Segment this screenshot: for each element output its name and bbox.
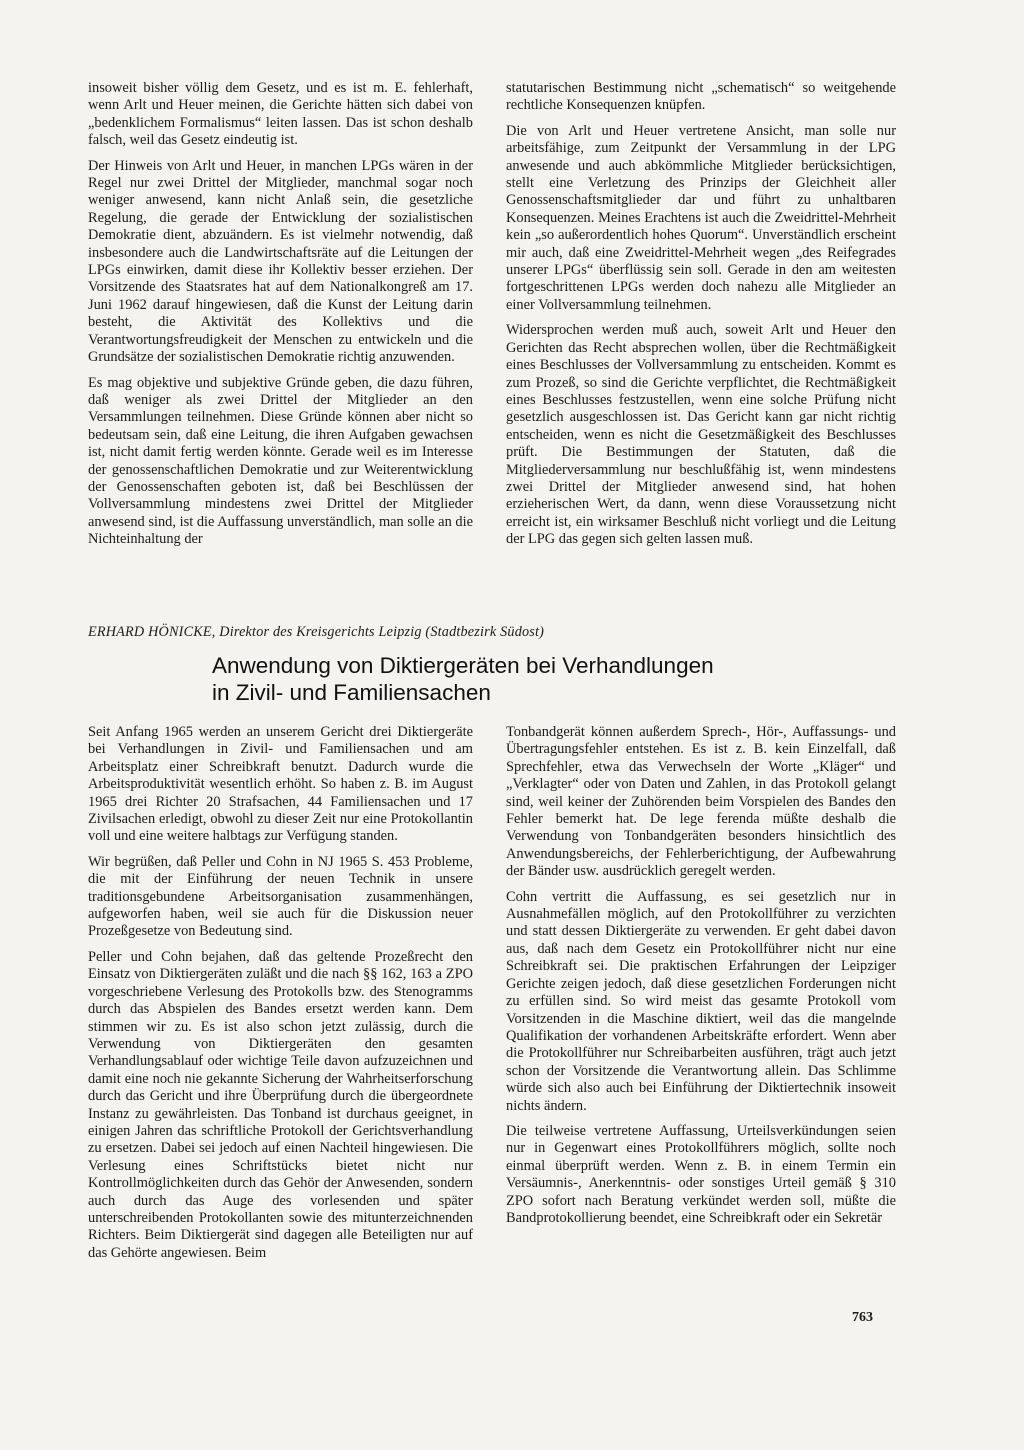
byline-role: Direktor des Kreisgerichts Leipzig (Stadtbezirk Südost) xyxy=(219,624,545,640)
continued-article-left-column xyxy=(88,80,473,557)
headline-line-2: in Zivil- und Familiensachen xyxy=(212,680,491,705)
new-article-left-column xyxy=(88,724,473,1270)
paragraph: Der Hinweis von Arlt und Heuer, in manchen LPGs wären in der Regel nur zwei Drittel der Mitglieder, manchmal sogar noch weniger anwesend, kann nicht Anlaß sein, die gesetzliche Regelung, die gerade der Entwicklung der sozialistischen Demokratie dient, abzuändern. Es ist vielmehr notwendig, daß insbesondere auch die Landwirtschaftsräte auf die Leitungen der LPGs einwirken, damit diese ihr Kollektiv besser erziehen. Der Vorsitzende des Staatsrates hat auf dem Nationalkongreß am 17. Juni 1962 darauf hingewiesen, daß die Kunst der Leitung darin besteht, die Aktivität des Kollektivs und die Verantwortungsfreudigkeit der Menschen zu entwickeln und die Grundsätze der sozialistischen Demokratie richtig anzuwenden. xyxy=(88,157,473,366)
paragraph: statutarischen Bestimmung nicht „schematisch“ so weitgehende rechtliche Konsequenzen knüpfen. xyxy=(506,80,896,114)
paragraph: Seit Anfang 1965 werden an unserem Gericht drei Diktiergeräte bei Verhandlungen in Zivil- und Familiensachen und am Arbeitsplatz einer Schreibkraft benutzt. Dadurch wurde die Arbeitsproduktivität wesentlich erhöht. So haben z. B. im August 1965 drei Richter 20 Strafsachen, 44 Familiensachen und 17 Zivilsachen erledigt, obwohl zu dieser Zeit nur eine Protokollantin voll und eine weitere halbtags zur Verfügung standen. xyxy=(88,724,473,845)
byline-author: ERHARD HÖNICKE, xyxy=(88,624,216,640)
continued-article-right-column xyxy=(506,80,896,557)
article-headline xyxy=(212,652,812,706)
article-byline xyxy=(88,624,908,641)
paragraph: insoweit bisher völlig dem Gesetz, und es ist m. E. fehlerhaft, wenn Arlt und Heuer meinen, die Gerichte hätten sich dabei von „bedenklichem Formalismus“ leiten lassen. Das ist schon deshalb falsch, weil das Gesetz eindeutig ist. xyxy=(88,80,473,149)
headline-line-1: Anwendung von Diktiergeräten bei Verhandlungen xyxy=(212,653,714,678)
paragraph: Es mag objektive und subjektive Gründe geben, die dazu führen, daß weniger als zwei Drittel der Mitglieder an den Versammlungen teilnehmen. Diese Gründe können aber nicht so bedeutsam sein, daß eine Leitung, die ihren Aufgaben gewachsen ist, nicht damit fertig werden könnte. Gerade weil es im Interesse der genossenschaftlichen Demokratie und zur Weiterentwicklung der Genossenschaften geboten ist, daß bei Beschlüssen der Vollversammlung mindestens zwei Drittel der Mitglieder anwesend sind, ist die Auffassung unverständlich, man solle an die Nichteinhaltung der xyxy=(88,374,473,548)
paragraph: Cohn vertritt die Auffassung, es sei gesetzlich nur in Ausnahmefällen möglich, auf den Protokollführer zu verzichten und statt dessen Diktiergeräte zu verwenden. Er geht dabei davon aus, daß nach dem Gesetz ein Protokollführer nicht nur eine Schreibkraft sei. Die praktischen Erfahrungen der Leipziger Gerichte zeigen jedoch, daß diese gesetzlichen Forderungen nicht zu erfüllen sind. So wird meist das gesamte Protokoll vom Vorsitzenden in die Maschine diktiert, weil das die mangelnde Qualifikation der vorhandenen Arbeitskräfte erfordert. Wenn aber die Protokollführer nur Schreibarbeiten ausführen, trägt auch jetzt schon der Vorsitzende die Verantwortung allein. Das Schlimme würde sich also auch bei Einführung der Diktiertechnik insoweit nichts ändern. xyxy=(506,888,896,1114)
paragraph: Die teilweise vertretene Auffassung, Urteilsverkündungen seien nur in Gegenwart eines Protokollführers möglich, sollte noch einmal überprüft werden. Wenn z. B. in einem Termin ein Versäumnis-, Anerkenntnis- oder sonstiges Urteil gemäß § 310 ZPO sofort nach Beratung verkündet werden soll, müßte die Bandprotokollierung beendet, eine Schreibkraft oder ein Sekretär xyxy=(506,1122,896,1226)
paragraph: Widersprochen werden muß auch, soweit Arlt und Heuer den Gerichten das Recht absprechen wollen, über die Rechtmäßigkeit eines Beschlusses der Vollversammlung zu entscheiden. Kommt es zum Prozeß, so sind die Gerichte verpflichtet, die Rechtmäßigkeit eines Beschlusses festzustellen, wenn eine solche Prüfung nicht gesetzlich ausgeschlossen ist. Das Gericht kann gar nicht richtig entscheiden, wenn es nicht die Gesetzmäßigkeit des Beschlusses prüft. Die Bestimmungen der Statuten, daß die Mitgliederversammlung nur beschlußfähig ist, wenn mindestens zwei Drittel der Mitglieder anwesend sind, hat hohen erzieherischen Wert, da dann, wenn diese Voraussetzung nicht erreicht ist, ein wirksamer Beschluß nicht vorliegt und die Leitung der LPG das gegen sich gelten lassen muß. xyxy=(506,322,896,548)
page-number: 763 xyxy=(852,1310,873,1325)
paragraph: Wir begrüßen, daß Peller und Cohn in NJ 1965 S. 453 Probleme, die mit der Einführung der neuen Technik in unsere traditionsgebundene Arbeitsorganisation zusammenhängen, aufgeworfen haben, weil sie auch für die Diskussion neuer Prozeßgesetze von Bedeutung sind. xyxy=(88,853,473,940)
new-article-right-column xyxy=(506,724,896,1235)
paragraph: Die von Arlt und Heuer vertretene Ansicht, man solle nur arbeitsfähige, zum Zeitpunkt der Versammlung in der LPG anwesende und auch abkömmliche Mitglieder berücksichtigen, stellt eine Verletzung des Prinzips der Gleichheit aller Genossenschaftsmitglieder dar und führt zu unhaltbaren Konsequenzen. Meines Erachtens ist auch die Zweidrittel-Mehrheit kein „so außerordentlich hohes Quorum“. Unverständlich erscheint mir auch, daß eine Zweidrittel-Mehrheit wegen „des Reifegrades unserer LPGs“ überflüssig sein soll. Gerade in den am weitesten fortgeschrittenen LPGs werden doch nahezu alle Mitglieder an einer Vollversammlung teilnehmen. xyxy=(506,122,896,313)
paragraph: Tonbandgerät können außerdem Sprech-, Hör-, Auffassungs- und Übertragungsfehler entstehen. Es ist z. B. kein Einzelfall, daß Sprechfehler, etwa das Verwechseln der Worte „Kläger“ und „Verklagter“ oder von Daten und Zahlen, in das Protokoll gelangt sind, weil keiner der Zuhörenden beim Vorspielen des Bandes den Fehler bemerkt hat. De lege ferenda müßte deshalb die Verwendung von Tonbandgeräten besonders hinsichtlich des Anwendungsbereichs, der Fehlerberichtigung, der Aufbewahrung der Bänder usw. ausdrücklich geregelt werden. xyxy=(506,724,896,880)
paragraph: Peller und Cohn bejahen, daß das geltende Prozeßrecht den Einsatz von Diktiergeräten zuläßt und die nach §§ 162, 163 a ZPO vorgeschriebene Verlesung des Protokolls bzw. des Stenogramms durch das Abspielen des Bandes ersetzt werden kann. Dem stimmen wir zu. Es ist also schon jetzt zulässig, durch die Verwendung von Diktiergeräten den gesamten Verhandlungsablauf oder wichtige Teile davon aufzuzeichnen und damit eine noch nie gekannte Sicherung der Wahrheitserforschung durch das Gericht und ihre Überprüfung durch die übergeordnete Instanz zu gewährleisten. Das Tonband ist durchaus geeignet, in einigen Jahren das schriftliche Protokoll der Gerichtsverhandlung zu ersetzen. Dabei sei jedoch auf einen Nachteil hingewiesen. Die Verlesung eines Schriftstücks bietet nicht nur Kontrollmöglichkeiten durch das Gehör der Anwesenden, sondern auch durch das Auge des vorlesenden und später unterschreibenden Protokollanten sowie des mitunterzeichnenden Richters. Beim Diktiergerät sind dagegen alle Beteiligten nur auf das Gehörte angewiesen. Beim xyxy=(88,948,473,1261)
